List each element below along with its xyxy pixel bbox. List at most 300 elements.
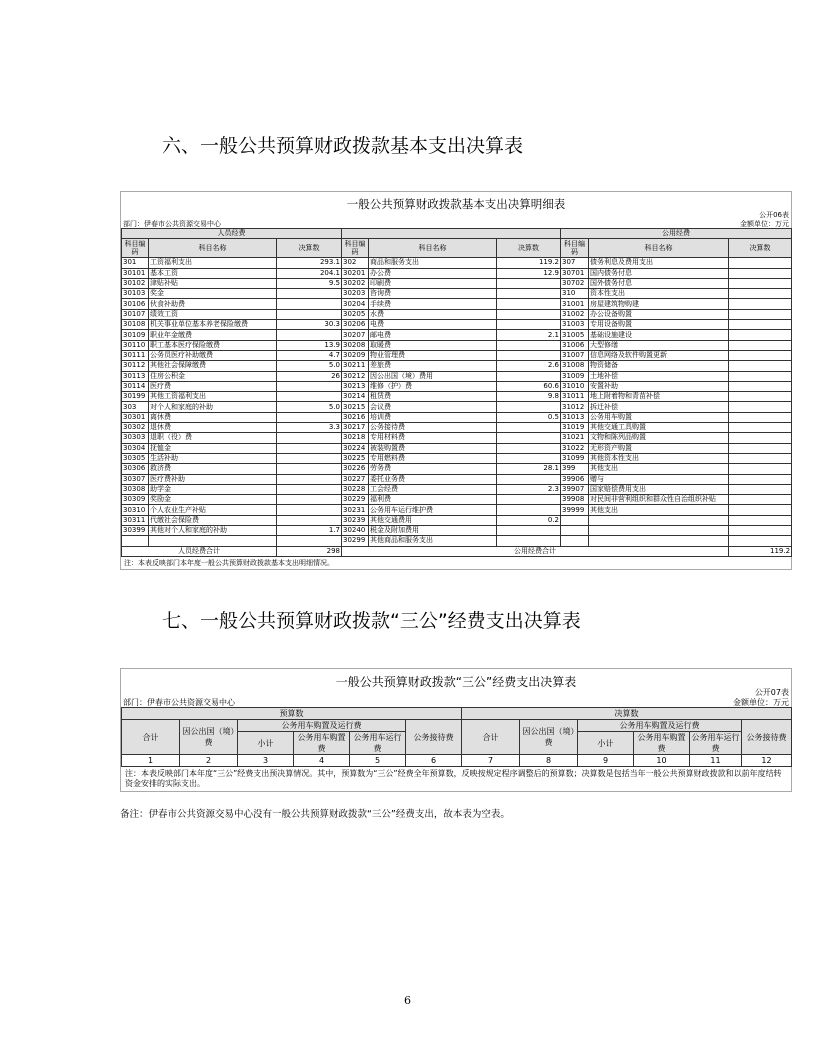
item-code: 30102	[122, 278, 149, 288]
item-amount: 13.9	[277, 340, 342, 350]
item-code: 30311	[122, 515, 149, 525]
item-name: 其他商品和服务支出	[369, 536, 497, 546]
item-amount	[497, 309, 561, 319]
item-name	[589, 515, 729, 525]
table-row	[122, 515, 792, 525]
item-amount	[729, 392, 792, 402]
item-amount	[729, 474, 792, 484]
item-code: 303	[122, 402, 149, 412]
item-code: 30209	[342, 350, 369, 360]
item-code: 310	[561, 289, 589, 299]
header-amount: 决算数	[277, 239, 342, 258]
amount-unit: 金额单位：万元	[740, 220, 789, 228]
item-name: 因公出国（境）费用	[369, 371, 497, 381]
remark: 备注：伊春市公共资源交易中心没有一般公共预算财政拨款“三公”经费支出，故本表为空表。	[120, 809, 510, 820]
group-personnel: 人员经费	[122, 229, 342, 239]
item-name	[589, 526, 729, 536]
amount-unit: 金额单位：万元	[733, 698, 789, 707]
item-name: 地上附着物和青苗补偿	[589, 392, 729, 402]
table-row	[122, 309, 792, 319]
item-name: 债务利息及费用支出	[589, 258, 729, 268]
item-name: 物业管理费	[369, 350, 497, 360]
item-name: 其他支出	[589, 505, 729, 515]
total-header: 合计	[122, 720, 180, 755]
item-code: 30216	[342, 412, 369, 422]
item-code: 30304	[122, 443, 149, 453]
item-code: 30211	[342, 361, 369, 371]
item-code: 302	[342, 258, 369, 268]
item-code: 30215	[342, 402, 369, 412]
table-row	[122, 423, 792, 433]
item-name	[149, 536, 277, 546]
group-public: 公用经费	[561, 229, 792, 239]
item-name: 差旅费	[369, 361, 497, 371]
item-code: 30308	[122, 484, 149, 494]
column-header-row	[122, 239, 792, 258]
item-code: 30702	[561, 278, 589, 288]
item-amount	[497, 453, 561, 463]
item-amount	[277, 505, 342, 515]
item-name: 国外债务付息	[589, 278, 729, 288]
item-code: 30228	[342, 484, 369, 494]
item-code: 31010	[561, 381, 589, 391]
item-amount	[497, 371, 561, 381]
item-code: 30239	[342, 515, 369, 525]
item-name: 基本工资	[149, 268, 277, 278]
column-number: 10	[634, 755, 690, 767]
item-name: 其他工资福利支出	[149, 392, 277, 402]
item-name: 奖励金	[149, 495, 277, 505]
item-code: 30218	[342, 433, 369, 443]
budget-header: 预算数	[122, 708, 462, 720]
item-code: 30224	[342, 443, 369, 453]
table-row	[122, 536, 792, 546]
item-amount	[497, 505, 561, 515]
item-code: 30399	[122, 526, 149, 536]
item-name: 对个人和家庭的补助	[149, 402, 277, 412]
header-name: 科目名称	[149, 239, 277, 258]
item-amount: 9.5	[277, 278, 342, 288]
item-amount	[729, 340, 792, 350]
table-row	[122, 474, 792, 484]
table-row	[122, 443, 792, 453]
item-name: 退休费	[149, 423, 277, 433]
car-run-header: 公务用车运行费	[691, 733, 740, 753]
item-code: 31011	[561, 392, 589, 402]
table-row	[122, 464, 792, 474]
item-name: 其他资本性支出	[589, 453, 729, 463]
item-code: 30112	[122, 361, 149, 371]
three-public-table-box	[120, 668, 792, 792]
column-number: 4	[294, 755, 350, 767]
item-code: 30205	[342, 309, 369, 319]
header-code: 科目编码	[561, 239, 589, 258]
item-code: 30310	[122, 505, 149, 515]
table-row	[122, 268, 792, 278]
item-code: 30213	[342, 381, 369, 391]
basic-expenditure-table-box	[120, 191, 792, 570]
total-personnel-label: 人员经费合计	[122, 546, 277, 556]
item-code: 30240	[342, 526, 369, 536]
item-code: 30108	[122, 320, 149, 330]
item-amount	[729, 505, 792, 515]
header-name: 科目名称	[589, 239, 729, 258]
item-name: 基础设施建设	[589, 330, 729, 340]
item-code: 30701	[561, 268, 589, 278]
group-spacer	[342, 229, 561, 239]
column-number: 12	[742, 755, 792, 767]
item-name: 福利费	[369, 495, 497, 505]
item-amount	[729, 484, 792, 494]
item-code	[561, 515, 589, 525]
item-amount: 293.1	[277, 258, 342, 268]
item-amount	[729, 526, 792, 536]
table-row	[122, 526, 792, 536]
table-row	[122, 505, 792, 515]
item-name: 专用材料费	[369, 433, 497, 443]
item-amount: 60.6	[497, 381, 561, 391]
form-no-row	[121, 687, 791, 697]
item-code: 30110	[122, 340, 149, 350]
item-amount	[497, 320, 561, 330]
item-code: 30309	[122, 495, 149, 505]
item-code: 30303	[122, 433, 149, 443]
item-name: 工会经费	[369, 484, 497, 494]
item-code: 31009	[561, 371, 589, 381]
item-name: 机关事业单位基本养老保险缴费	[149, 320, 277, 330]
item-amount	[497, 340, 561, 350]
item-code: 39906	[561, 474, 589, 484]
department-label: 部门：伊春市公共资源交易中心	[123, 220, 221, 228]
item-amount	[729, 320, 792, 330]
item-amount	[729, 289, 792, 299]
item-name: 医疗费补助	[149, 474, 277, 484]
item-amount	[729, 309, 792, 319]
page-number: 6	[404, 994, 411, 1007]
item-name: 公务员医疗补助缴费	[149, 350, 277, 360]
item-amount	[729, 330, 792, 340]
car-header: 公务用车购置及运行费	[238, 720, 406, 732]
item-amount: 5.0	[277, 402, 342, 412]
item-amount	[277, 289, 342, 299]
item-code: 31005	[561, 330, 589, 340]
item-amount: 0.5	[497, 412, 561, 422]
item-name: 离休费	[149, 412, 277, 422]
item-name: 邮电费	[369, 330, 497, 340]
table-title: 一般公共预算财政拨款“三公”经费支出决算表	[335, 675, 577, 689]
item-amount	[729, 443, 792, 453]
item-code: 301	[122, 258, 149, 268]
item-code: 30301	[122, 412, 149, 422]
item-amount	[277, 474, 342, 484]
abroad-header: 因公出国（境）费	[180, 720, 238, 755]
header-row-1	[122, 708, 792, 720]
total-public-label: 公用经费合计	[342, 546, 729, 556]
item-code: 30202	[342, 278, 369, 288]
item-name: 维修（护）费	[369, 381, 497, 391]
item-name: 资本性支出	[589, 289, 729, 299]
item-name: 救济费	[149, 464, 277, 474]
column-number: 3	[238, 755, 294, 767]
table-row	[122, 278, 792, 288]
table-note: 注：本表反映部门本年度“三公”经费支出预决算情况。其中，预算数为“三公”经费全年预算数，反映按规定程序调整后的预算数；决算数是包括当年一般公共预算财政拨款和以前年度结转资金安排的实际支出。	[125, 769, 782, 788]
item-code: 30225	[342, 453, 369, 463]
item-amount	[729, 433, 792, 443]
item-amount	[729, 464, 792, 474]
item-amount	[277, 495, 342, 505]
item-amount	[497, 526, 561, 536]
item-code: 31099	[561, 453, 589, 463]
item-amount	[497, 536, 561, 546]
item-code: 30107	[122, 309, 149, 319]
item-name: 退职（役）费	[149, 433, 277, 443]
item-name: 安置补助	[589, 381, 729, 391]
basic-expenditure-table	[121, 228, 792, 557]
item-amount: 1.7	[277, 526, 342, 536]
item-code: 30299	[342, 536, 369, 546]
column-number: 5	[350, 755, 406, 767]
table-row	[122, 361, 792, 371]
item-amount	[729, 299, 792, 309]
subtotal-header: 小计	[578, 732, 634, 755]
item-code: 31012	[561, 402, 589, 412]
item-name: 会议费	[369, 402, 497, 412]
unit-row	[121, 697, 791, 707]
item-amount	[277, 453, 342, 463]
table-row	[122, 299, 792, 309]
item-name: 税金及附加费用	[369, 526, 497, 536]
item-name: 印刷费	[369, 278, 497, 288]
table-row	[122, 289, 792, 299]
column-number: 1	[122, 755, 180, 767]
item-amount	[729, 515, 792, 525]
item-name: 委托业务费	[369, 474, 497, 484]
item-amount	[729, 536, 792, 546]
item-name: 对民间非营利组织和群众性自治组织补贴	[589, 495, 729, 505]
item-amount	[497, 299, 561, 309]
item-amount	[277, 433, 342, 443]
item-name: 信息网络及软件购置更新	[589, 350, 729, 360]
item-code: 39999	[561, 505, 589, 515]
three-public-table	[121, 707, 792, 767]
column-number: 6	[406, 755, 462, 767]
item-name: 住房公积金	[149, 371, 277, 381]
unit-row	[121, 219, 791, 228]
item-code: 399	[561, 464, 589, 474]
item-amount	[497, 289, 561, 299]
item-name: 专用设备购置	[589, 320, 729, 330]
item-code: 31021	[561, 433, 589, 443]
item-name: 房屋建筑物购建	[589, 299, 729, 309]
item-code	[561, 536, 589, 546]
column-number-row	[122, 755, 792, 767]
item-name: 职业年金缴费	[149, 330, 277, 340]
table-row	[122, 320, 792, 330]
item-name: 劳务费	[369, 464, 497, 474]
item-name: 医疗费	[149, 381, 277, 391]
car-run-header: 公务用车运行费	[350, 732, 406, 755]
item-amount: 26	[277, 371, 342, 381]
item-amount: 2.6	[497, 361, 561, 371]
item-code: 30231	[342, 505, 369, 515]
item-code: 30109	[122, 330, 149, 340]
form-no-row	[121, 210, 791, 219]
item-code: 39907	[561, 484, 589, 494]
item-code: 30201	[342, 268, 369, 278]
item-code: 30226	[342, 464, 369, 474]
item-amount: 119.2	[497, 258, 561, 268]
final-header: 决算数	[462, 708, 792, 720]
item-amount: 30.3	[277, 320, 342, 330]
item-code: 30227	[342, 474, 369, 484]
table-row	[122, 330, 792, 340]
item-code: 30113	[122, 371, 149, 381]
item-name: 生活补助	[149, 453, 277, 463]
item-code: 39908	[561, 495, 589, 505]
item-amount	[277, 330, 342, 340]
item-amount	[497, 443, 561, 453]
column-number: 11	[690, 755, 742, 767]
item-name: 办公设备购置	[589, 309, 729, 319]
section6-title: 六、一般公共预算财政拨款基本支出决算表	[162, 135, 524, 157]
table-row	[122, 350, 792, 360]
item-amount	[277, 299, 342, 309]
column-number: 2	[180, 755, 238, 767]
item-amount	[729, 412, 792, 422]
table-row	[122, 412, 792, 422]
item-name: 国家赔偿费用支出	[589, 484, 729, 494]
item-name: 公务接待费	[369, 423, 497, 433]
item-amount	[729, 268, 792, 278]
car-buy-header: 公务用车购置费	[634, 732, 690, 755]
item-name: 电费	[369, 320, 497, 330]
table-row	[122, 433, 792, 443]
item-amount	[497, 433, 561, 443]
item-code: 307	[561, 258, 589, 268]
item-name: 其他支出	[589, 464, 729, 474]
item-code: 30307	[122, 474, 149, 484]
item-code: 30212	[342, 371, 369, 381]
item-name: 水费	[369, 309, 497, 319]
header-amount: 决算数	[497, 239, 561, 258]
item-code: 31002	[561, 309, 589, 319]
item-code: 31013	[561, 412, 589, 422]
item-code: 30106	[122, 299, 149, 309]
item-amount	[729, 423, 792, 433]
item-name: 培训费	[369, 412, 497, 422]
item-name: 其他交通费用	[369, 515, 497, 525]
item-amount	[277, 515, 342, 525]
item-code: 31019	[561, 423, 589, 433]
item-code: 31008	[561, 361, 589, 371]
item-code: 31003	[561, 320, 589, 330]
item-code: 30203	[342, 289, 369, 299]
item-name: 专用燃料费	[369, 453, 497, 463]
column-number: 9	[578, 755, 634, 767]
item-amount: 4.7	[277, 350, 342, 360]
item-code: 30208	[342, 340, 369, 350]
item-amount	[497, 402, 561, 412]
table-row	[122, 381, 792, 391]
item-code	[561, 526, 589, 536]
item-name: 拆迁补偿	[589, 402, 729, 412]
item-code	[122, 536, 149, 546]
item-code: 30114	[122, 381, 149, 391]
item-amount: 0.2	[497, 515, 561, 525]
item-amount: 5.0	[277, 361, 342, 371]
item-name: 代缴社会保险费	[149, 515, 277, 525]
form-number: 公开06表	[759, 211, 789, 219]
item-name: 无形资产购置	[589, 443, 729, 453]
item-code: 31022	[561, 443, 589, 453]
car-buy-header: 公务用车购置费	[294, 732, 350, 755]
item-code: 30217	[342, 423, 369, 433]
item-amount	[277, 464, 342, 474]
form-number: 公开07表	[754, 688, 789, 697]
item-amount: 9.8	[497, 392, 561, 402]
item-name: 大型修缮	[589, 340, 729, 350]
item-name: 公务用车运行维护费	[369, 505, 497, 515]
item-amount	[497, 350, 561, 360]
item-code: 31006	[561, 340, 589, 350]
column-number: 8	[520, 755, 578, 767]
totals-row	[122, 546, 792, 556]
subtotal-header: 小计	[238, 732, 294, 755]
reception-header: 公务接待费	[742, 720, 792, 755]
item-code: 30305	[122, 453, 149, 463]
header-name: 科目名称	[369, 239, 497, 258]
section7-title: 七、一般公共预算财政拨款“三公”经费支出决算表	[162, 610, 581, 632]
item-code: 30199	[122, 392, 149, 402]
table-title: 一般公共预算财政拨款基本支出决算明细表	[346, 197, 566, 211]
item-code: 30229	[342, 495, 369, 505]
item-name: 咨询费	[369, 289, 497, 299]
item-name: 津贴补贴	[149, 278, 277, 288]
item-amount: 2.1	[497, 330, 561, 340]
item-amount	[497, 278, 561, 288]
item-name: 国内债务付息	[589, 268, 729, 278]
total-personnel-value: 298	[277, 546, 342, 556]
item-name: 物资储备	[589, 361, 729, 371]
item-name: 被装购置费	[369, 443, 497, 453]
table-row	[122, 402, 792, 412]
item-amount	[497, 495, 561, 505]
item-amount: 204.1	[277, 268, 342, 278]
item-code: 30306	[122, 464, 149, 474]
header-code: 科目编码	[342, 239, 369, 258]
item-amount	[277, 484, 342, 494]
item-amount	[729, 278, 792, 288]
item-name: 抚恤金	[149, 443, 277, 453]
item-amount	[729, 258, 792, 268]
item-name: 工资福利支出	[149, 258, 277, 268]
total-header: 合计	[462, 720, 520, 755]
item-code: 31001	[561, 299, 589, 309]
item-code: 30101	[122, 268, 149, 278]
group-header-row	[122, 229, 792, 239]
item-name: 办公费	[369, 268, 497, 278]
item-code: 30206	[342, 320, 369, 330]
department-label: 部门：伊春市公共资源交易中心	[123, 698, 235, 707]
item-amount: 28.1	[497, 464, 561, 474]
item-code: 30214	[342, 392, 369, 402]
item-name: 伙食补助费	[149, 299, 277, 309]
item-amount: 3.3	[277, 423, 342, 433]
item-name: 土地补偿	[589, 371, 729, 381]
item-name: 个人农业生产补贴	[149, 505, 277, 515]
item-amount	[729, 402, 792, 412]
table-note: 注：本表反映部门本年度一般公共预算财政拨款基本支出明细情况。	[124, 558, 334, 567]
